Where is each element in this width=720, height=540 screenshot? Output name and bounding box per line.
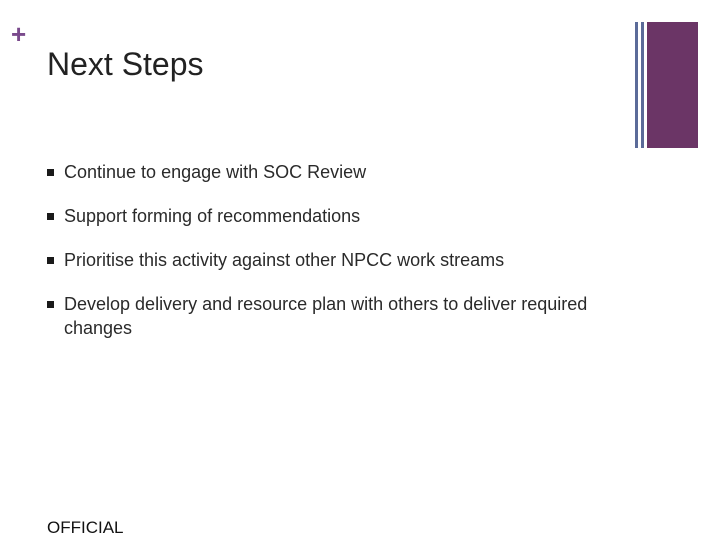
plus-icon: + [11, 19, 27, 49]
bullet-item [47, 204, 607, 228]
square-bullet-icon [47, 169, 54, 176]
bullet-text: Develop delivery and resource plan with others to deliver required changes [64, 294, 588, 338]
bullet-text: Continue to engage with SOC Review [64, 162, 367, 182]
slide-title: Next Steps [47, 46, 204, 82]
accent-line [635, 22, 638, 148]
bullet-list [47, 160, 607, 360]
bullet-item [47, 160, 607, 184]
square-bullet-icon [47, 213, 54, 220]
classification-label: OFFICIAL [47, 518, 124, 537]
bullet-text: Support forming of recommendations [64, 206, 361, 226]
square-bullet-icon [47, 301, 54, 308]
accent-line [641, 22, 644, 148]
bullet-item [47, 248, 607, 272]
accent-block [647, 22, 698, 148]
bullet-item [47, 292, 607, 340]
square-bullet-icon [47, 257, 54, 264]
bullet-text: Prioritise this activity against other NPCC work streams [64, 250, 505, 270]
